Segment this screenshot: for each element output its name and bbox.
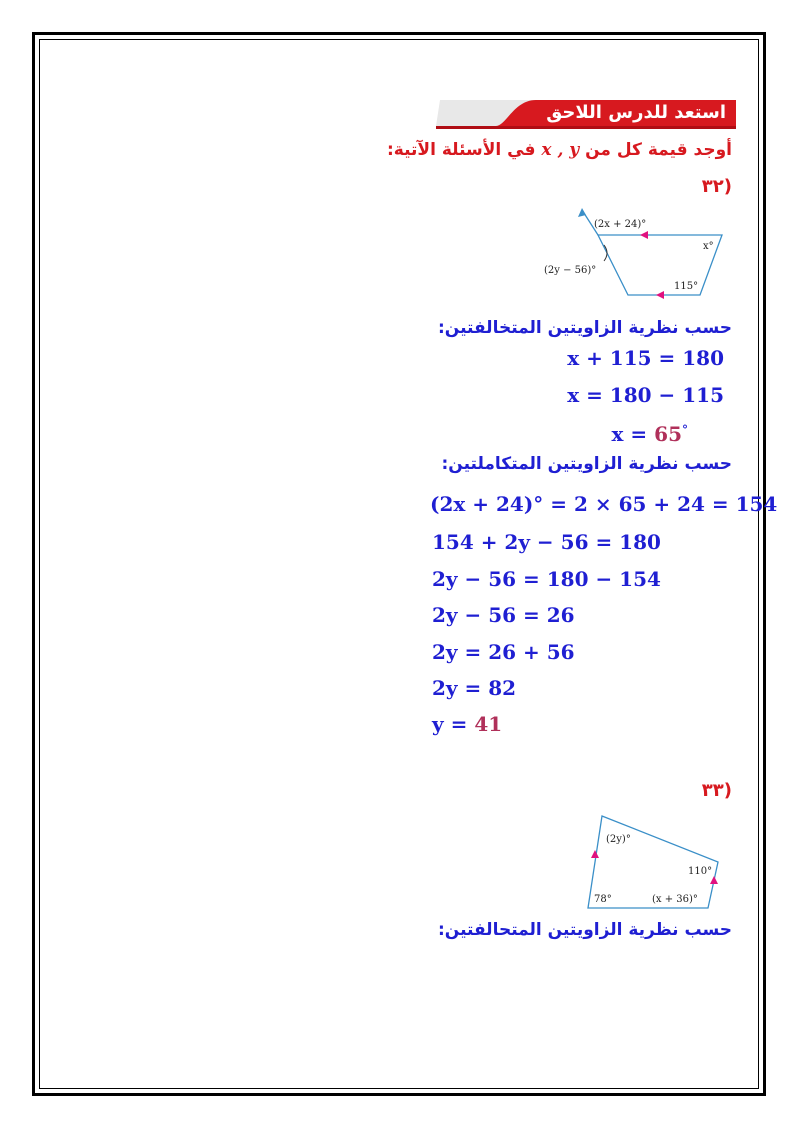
figure-33-right-angle: 110° xyxy=(688,866,713,877)
instruction-after: في الأسئلة الآتية: xyxy=(387,140,542,160)
result-y-lhs: y = xyxy=(432,712,475,736)
figure-32-left-angle: (2y − 56)° xyxy=(544,265,597,276)
instruction-vars: x , y xyxy=(541,140,580,160)
figure-32-parallel-arrow-top xyxy=(640,231,648,239)
figure-33-parallel-arrow-right xyxy=(710,876,718,884)
question-33-label: (٣٣ xyxy=(701,780,732,801)
step-2-4: 2y − 56 = 26 xyxy=(432,603,575,627)
result-x xyxy=(612,422,688,446)
figure-32-ray-arrow xyxy=(578,208,586,217)
result-y-value: 41 xyxy=(474,712,503,736)
figure-33-parallel-arrow-left xyxy=(591,850,599,858)
result-x-lhs: x = xyxy=(611,422,655,446)
instruction-text xyxy=(387,140,732,160)
result-y xyxy=(432,712,502,736)
theorem-supplementary-angles: حسب نظرية الزاويتين المتكاملتين: xyxy=(441,454,732,474)
figure-32-trapezoid xyxy=(540,205,730,300)
step-2-3: 2y − 56 = 180 − 154 xyxy=(432,567,661,591)
figure-32-parallel-arrow-bottom xyxy=(656,291,664,299)
result-x-value: 65 xyxy=(654,422,682,446)
step-2-1: (2x + 24)° = 2 × 65 + 24 = 154 xyxy=(430,492,778,516)
result-x-unit: ° xyxy=(682,422,688,437)
step-1-2: x = 180 − 115 xyxy=(567,383,724,407)
theorem-consecutive-interior-angles: حسب نظرية الزاويتين المتحالفتين: xyxy=(437,920,732,940)
figure-33-top-left-angle: (2y)° xyxy=(606,834,631,845)
section-banner xyxy=(436,98,736,130)
banner-title: استعد للدرس اللاحق xyxy=(546,102,726,123)
figure-33-bottom-left-angle: 78° xyxy=(594,894,612,905)
step-1-1: x + 115 = 180 xyxy=(567,346,724,370)
step-2-6: 2y = 82 xyxy=(432,676,517,700)
figure-32-bottom-angle: 115° xyxy=(674,281,699,292)
figure-32-right-angle: x° xyxy=(703,241,714,252)
figure-32-top-angle: (2x + 24)° xyxy=(594,219,647,230)
theorem-alternate-angles: حسب نظرية الزاويتين المتخالفتين: xyxy=(437,318,732,338)
question-32-label: (٣٢ xyxy=(701,176,732,197)
figure-33-quadrilateral xyxy=(580,812,730,914)
step-2-5: 2y = 26 + 56 xyxy=(432,640,575,664)
step-2-2: 154 + 2y − 56 = 180 xyxy=(432,530,661,554)
instruction-before: أوجد قيمة كل من xyxy=(579,140,732,160)
figure-33-bottom-right-angle: (x + 36)° xyxy=(652,894,698,905)
